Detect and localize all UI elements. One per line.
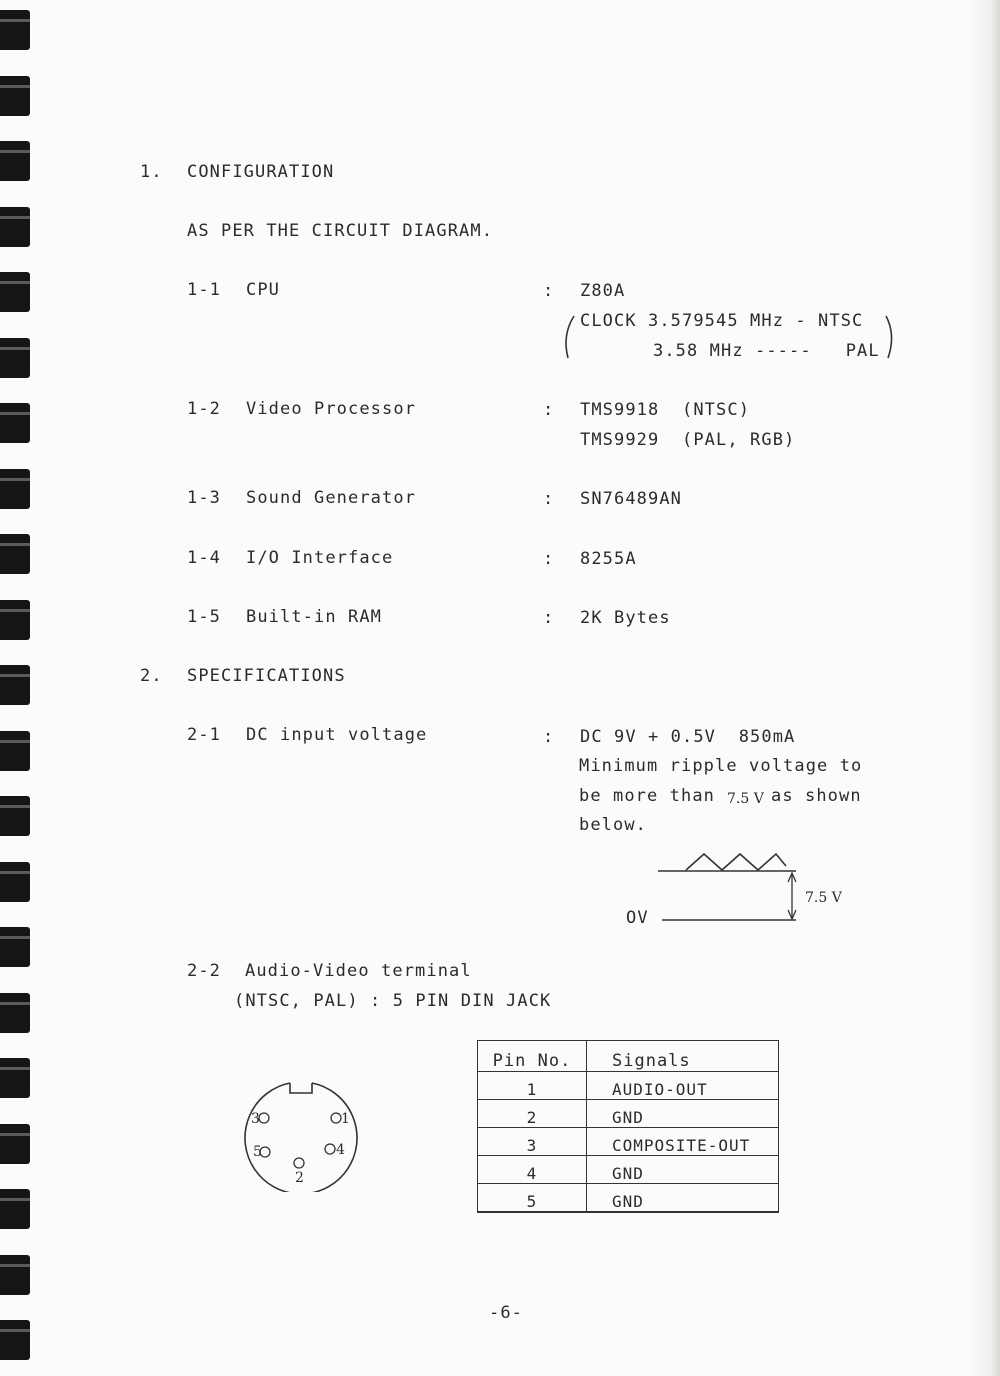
- item-2-2-sublabel: (NTSC, PAL) : 5 PIN DIN JACK: [234, 991, 552, 1011]
- item-1-3-number: 1-3: [187, 488, 222, 508]
- pin-no-header: Pin No.: [478, 1041, 587, 1072]
- table-row: [478, 1100, 779, 1128]
- section-1-number: 1.: [140, 162, 163, 182]
- ripple-amplitude-label: 7.5 V: [805, 890, 842, 906]
- pin-signal: COMPOSITE-OUT: [587, 1128, 779, 1156]
- binding-slot: [0, 403, 30, 443]
- clock-brackets: [560, 312, 900, 362]
- item-2-2-number: 2-2: [187, 961, 222, 981]
- item-1-1-clock-ntsc: CLOCK 3.579545 MHz - NTSC: [580, 311, 864, 331]
- item-2-1-value-line3c: as shown: [771, 786, 862, 806]
- binding-slot: [0, 1255, 30, 1295]
- binding-slot: [0, 1058, 30, 1098]
- binding-slot: [0, 272, 30, 312]
- din-pin-3-label: 3: [251, 1111, 260, 1127]
- item-2-1-value-line1: DC 9V + 0.5V 850mA: [580, 727, 796, 747]
- section-1-title: CONFIGURATION: [187, 162, 335, 182]
- pin-number: 4: [478, 1156, 587, 1184]
- binding-slot: [0, 796, 30, 836]
- pin-number: 2: [478, 1100, 587, 1128]
- binding-slot: [0, 469, 30, 509]
- table-row: [478, 1128, 779, 1156]
- din-pin-4-label: 4: [336, 1142, 345, 1158]
- item-1-5-value: 2K Bytes: [580, 608, 671, 628]
- section-2-title: SPECIFICATIONS: [187, 666, 346, 686]
- table-row: [478, 1156, 779, 1184]
- binding-slot: [0, 665, 30, 705]
- binding-slot: [0, 1124, 30, 1164]
- binding-slot: [0, 10, 30, 50]
- item-2-1-value-line3a: be more than: [579, 786, 716, 806]
- table-header-row: [478, 1041, 779, 1072]
- item-1-1-number: 1-1: [187, 280, 222, 300]
- item-2-1-label: DC input voltage: [246, 725, 428, 745]
- section-2-number: 2.: [140, 666, 163, 686]
- binding-slot: [0, 1320, 30, 1360]
- binding-slot: [0, 207, 30, 247]
- item-1-4-number: 1-4: [187, 548, 222, 568]
- binding-slot: [0, 600, 30, 640]
- binding-slot: [0, 862, 30, 902]
- item-2-1-separator: :: [543, 727, 555, 747]
- item-2-1-value-line2: Minimum ripple voltage to: [579, 756, 863, 776]
- item-2-1-number: 2-1: [187, 725, 222, 745]
- pin-number: 5: [478, 1184, 587, 1213]
- item-1-5-number: 1-5: [187, 607, 222, 627]
- binding-slot: [0, 141, 30, 181]
- item-1-2-label: Video Processor: [246, 399, 417, 419]
- page-number: -6-: [489, 1303, 524, 1323]
- item-1-3-separator: :: [543, 489, 555, 509]
- item-1-2-value-ntsc: TMS9918 (NTSC): [580, 400, 751, 420]
- item-1-1-value: Z80A: [580, 281, 626, 301]
- pin-signal: GND: [587, 1156, 779, 1184]
- item-1-4-value: 8255A: [580, 549, 637, 569]
- pin-number: 1: [478, 1072, 587, 1100]
- pin-signal-table: [477, 1040, 779, 1213]
- item-1-1-clock-pal: 3.58 MHz ----- PAL: [653, 341, 880, 361]
- pin-number: 3: [478, 1128, 587, 1156]
- din-pin-5-label: 5: [253, 1144, 262, 1160]
- item-1-4-label: I/O Interface: [246, 548, 394, 568]
- item-1-1-label: CPU: [246, 280, 281, 300]
- ripple-zero-label: OV: [626, 908, 649, 928]
- din-pin-2-label: 2: [295, 1170, 304, 1186]
- pin-signal: AUDIO-OUT: [587, 1072, 779, 1100]
- item-1-5-separator: :: [543, 608, 555, 628]
- item-1-2-separator: :: [543, 400, 555, 420]
- signals-header: Signals: [587, 1041, 779, 1072]
- item-1-3-value: SN76489AN: [580, 489, 683, 509]
- item-1-4-separator: :: [543, 549, 555, 569]
- item-1-3-label: Sound Generator: [246, 488, 417, 508]
- din-pin-1-label: 1: [341, 1111, 350, 1127]
- binding-slot: [0, 76, 30, 116]
- item-1-2-number: 1-2: [187, 399, 222, 419]
- binding-slot: [0, 731, 30, 771]
- page-edge-shadow: [970, 0, 1000, 1376]
- item-1-5-label: Built-in RAM: [246, 607, 383, 627]
- pin-signal: GND: [587, 1184, 779, 1213]
- binding-slot: [0, 993, 30, 1033]
- item-2-1-value-line4: below.: [579, 815, 648, 835]
- item-1-2-value-pal: TMS9929 (PAL, RGB): [580, 430, 796, 450]
- binding-slot: [0, 338, 30, 378]
- item-1-1-separator: :: [543, 281, 555, 301]
- binding-slot: [0, 534, 30, 574]
- binding-slot: [0, 927, 30, 967]
- pin-signal: GND: [587, 1100, 779, 1128]
- spiral-binding: [0, 0, 34, 1376]
- table-row: [478, 1184, 779, 1213]
- section-1-intro: AS PER THE CIRCUIT DIAGRAM.: [187, 221, 494, 241]
- table-row: [478, 1072, 779, 1100]
- item-2-2-label: Audio-Video terminal: [245, 961, 472, 981]
- item-2-1-value-line3b: 7.5 V: [727, 791, 764, 807]
- binding-slot: [0, 1189, 30, 1229]
